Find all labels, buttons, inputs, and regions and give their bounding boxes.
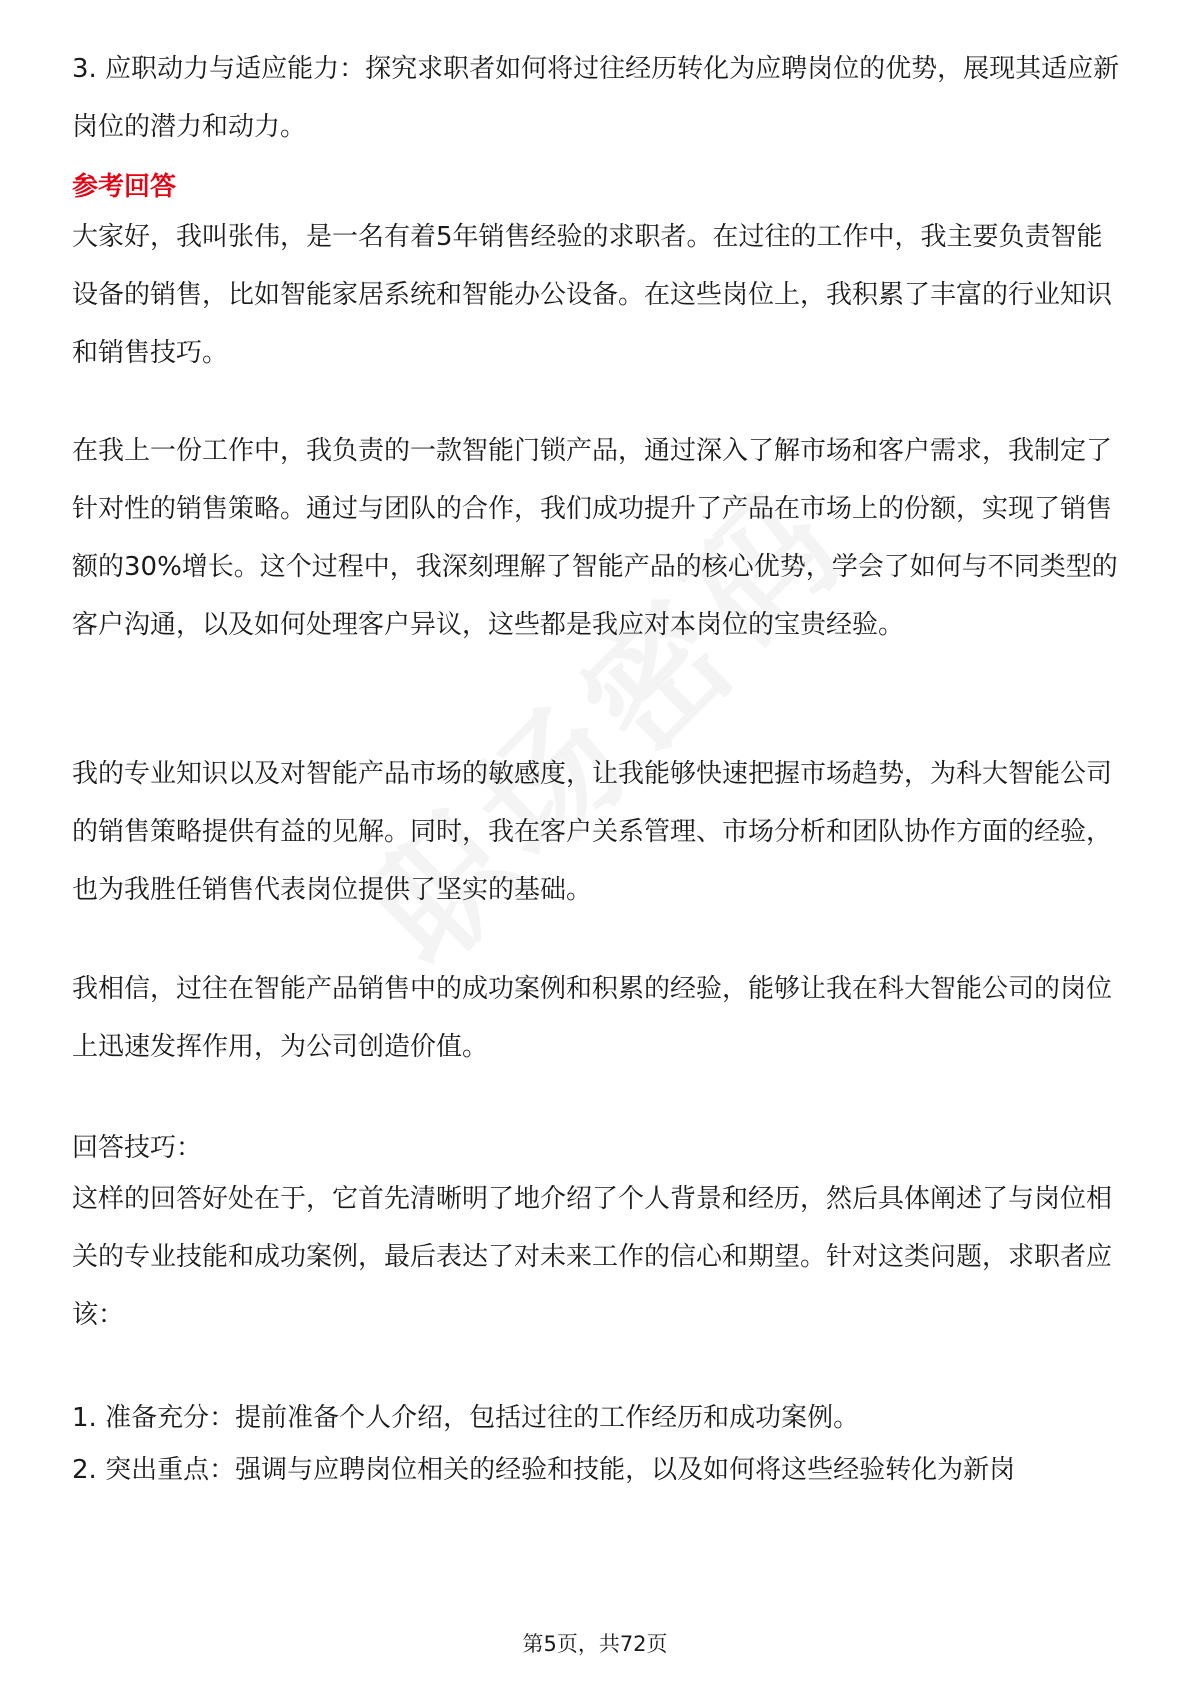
- answer-paragraph-2: 在我上一份工作中，我负责的一款智能门锁产品，通过深入了解市场和客户需求，我制定了针对性的销售策略。通过与团队的合作，我们成功提升了产品在市场上的份额，实现了销售额的30%增长。这个过程中，我深刻理解了智能产品的核心优势，学会了如何与不同类型的客户沟通，以及如何处理客户异议，这些都是我应对本岗位的宝贵经验。: [72, 436, 1118, 640]
- intro-item-block: [72, 40, 1122, 156]
- tips-heading: 回答技巧：: [72, 1133, 203, 1163]
- reference-heading: 参考回答: [72, 172, 177, 202]
- tips-body: 这样的回答好处在于，它首先清晰明了地介绍了个人背景和经历，然后具体阐述了与岗位相关的专业技能和成功案例，最后表达了对未来工作的信心和期望。针对这类问题，求职者应该：: [72, 1184, 1113, 1330]
- tips-list-item-1: 1. 准备充分：提前准备个人介绍，包括过往的工作经历和成功案例。: [72, 1403, 860, 1433]
- tips-body-block: [72, 1170, 1122, 1344]
- intro-item: 3. 应职动力与适应能力：探究求职者如何将过往经历转化为应聘岗位的优势，展现其适应新岗位的潜力和动力。: [72, 54, 1120, 142]
- tips-heading-block: [72, 1119, 1122, 1177]
- answer-paragraph-4: 我相信，过往在智能产品销售中的成功案例和积累的经验，能够让我在科大智能公司的岗位上迅速发挥作用，为公司创造价值。: [72, 974, 1113, 1062]
- answer-paragraph-1: 大家好，我叫张伟，是一名有着5年销售经验的求职者。在过往的工作中，我主要负责智能设备的销售，比如智能家居系统和智能办公设备。在这些岗位上，我积累了丰富的行业知识和销售技巧。: [72, 222, 1113, 368]
- tips-list-item-2: 2. 突出重点：强调与应聘岗位相关的经验和技能，以及如何将这些经验转化为新岗: [72, 1455, 1016, 1485]
- page-footer: 第5页，共72页: [522, 1632, 668, 1656]
- answer-paragraph-3: 我的专业知识以及对智能产品市场的敏感度，让我能够快速把握市场趋势，为科大智能公司的销售策略提供有益的见解。同时，我在客户关系管理、市场分析和团队协作方面的经验，也为我胜任销售代表岗位提供了坚实的基础。: [72, 759, 1113, 905]
